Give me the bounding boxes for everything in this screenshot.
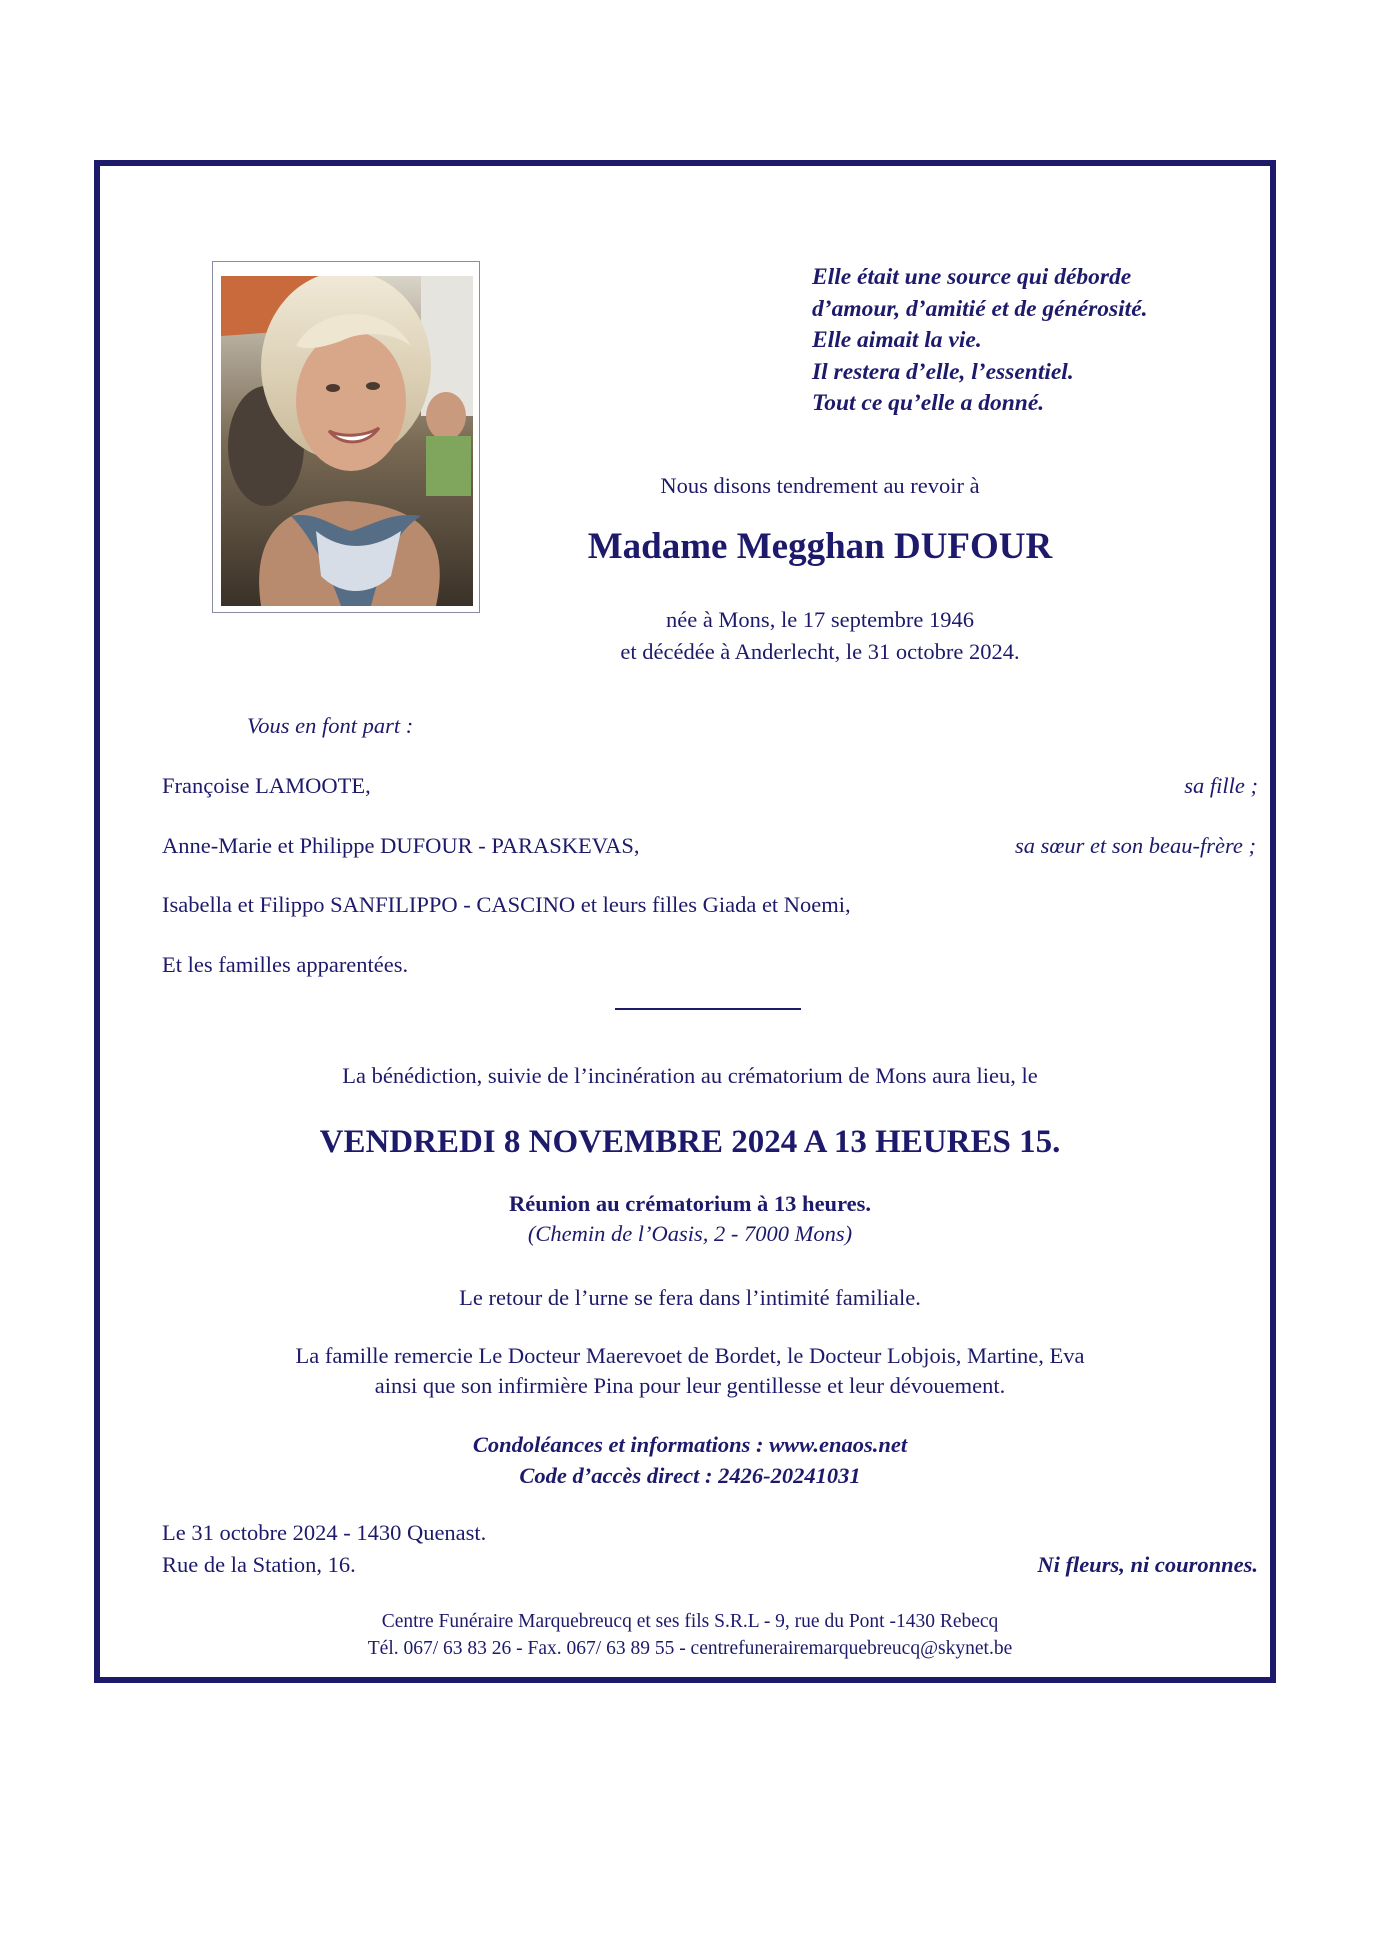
urn-text: Le retour de l’urne se fera dans l’intimité familiale. <box>459 1285 921 1310</box>
no-flowers-text: Ni fleurs, ni couronnes. <box>1037 1552 1258 1577</box>
funeral-home-line: Tél. 067/ 63 83 26 - Fax. 067/ 63 89 55 - centrefunerairemarquebreucq@skynet.be <box>367 1638 1013 1659</box>
poem <box>812 262 1232 420</box>
poem-line: Il restera d’elle, l’essentiel. <box>812 358 1074 385</box>
thanks-line: ainsi que son infirmière Pina pour leur gentillesse et leur dévouement. <box>374 1373 1006 1398</box>
poem-line: d’amour, d’amitié et de générosité. <box>812 295 1148 322</box>
poem-line: Elle était une source qui déborde <box>812 264 1132 290</box>
poem-line: Tout ce qu’elle a donné. <box>812 390 1045 416</box>
ceremony-intro: La bénédiction, suivie de l’incinération au crématorium de Mons aura lieu, le <box>342 1063 1038 1088</box>
family-relation: sa fille ; <box>1184 773 1258 798</box>
family-name: Anne-Marie et Philippe DUFOUR - PARASKEVAS, <box>162 833 640 858</box>
ceremony-date: VENDREDI 8 NOVEMBRE 2024 A 13 HEURES 15. <box>319 1124 1061 1160</box>
thanks-line: La famille remercie Le Docteur Maerevoet de Bordet, le Docteur Lobjois, Martine, Eva <box>295 1343 1085 1368</box>
condolences-text: Condoléances et informations : www.enaos.net <box>472 1432 908 1457</box>
place-date: Le 31 octobre 2024 - 1430 Quenast. <box>162 1520 487 1545</box>
access-code-text: Code d’accès direct : 2426-20241031 <box>519 1463 861 1488</box>
meeting-text: Réunion au crématorium à 13 heures. <box>508 1191 872 1216</box>
funeral-home-line: Centre Funéraire Marquebreucq et ses fils S.R.L - 9, rue du Pont -1430 Rebecq <box>381 1611 999 1632</box>
portrait-image <box>221 276 473 606</box>
family-name: Françoise LAMOOTE, <box>162 773 371 798</box>
poem-line: Elle aimait la vie. <box>812 327 982 353</box>
death-text: et décédée à Anderlecht, le 31 octobre 2024. <box>620 639 1020 664</box>
birth-text: née à Mons, le 17 septembre 1946 <box>665 607 975 632</box>
meeting-address: (Chemin de l’Oasis, 2 - 7000 Mons) <box>527 1221 853 1246</box>
separator-line <box>615 1008 801 1010</box>
family-name: Isabella et Filippo SANFILIPPO - CASCINO et leurs filles Giada et Noemi, <box>162 892 851 917</box>
portrait-photo <box>212 261 480 613</box>
family-relation: sa sœur et son beau-frère ; <box>1014 833 1256 858</box>
intro-text: Nous disons tendrement au revoir à <box>660 473 980 498</box>
family-name: Et les familles apparentées. <box>162 952 409 977</box>
deceased-name: Madame Megghan DUFOUR <box>587 526 1053 567</box>
address-text: Rue de la Station, 16. <box>162 1552 356 1577</box>
announce-text: Vous en font part : <box>247 713 414 738</box>
